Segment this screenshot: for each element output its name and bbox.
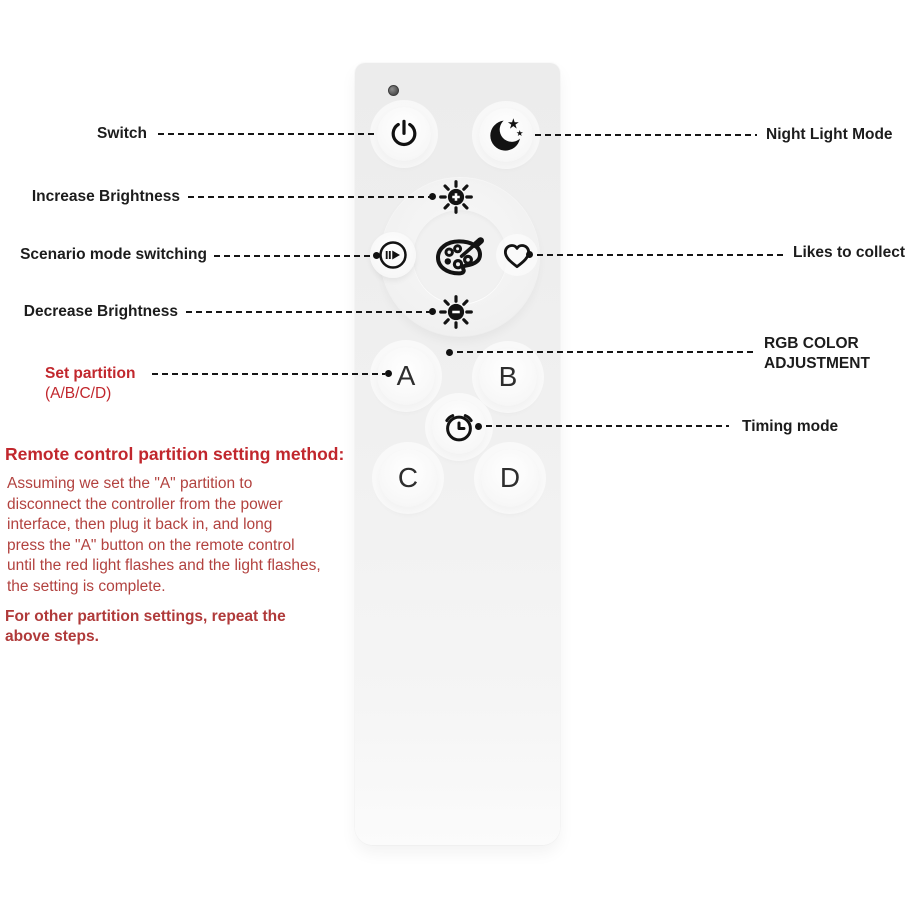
likes-callout-dot xyxy=(526,251,533,258)
method-footer xyxy=(5,607,286,647)
timing-mode-label: Timing mode xyxy=(742,418,839,435)
sun-plus-icon xyxy=(438,179,474,215)
svg-text:★: ★ xyxy=(507,116,520,133)
night-light-button[interactable] xyxy=(479,108,533,162)
led-indicator xyxy=(388,85,399,96)
partition-c-label: C xyxy=(397,462,419,493)
increase-brightness-callout-line xyxy=(188,196,430,198)
rgb-color-label-line2: ADJUSTMENT xyxy=(764,355,870,372)
night-light-callout-line xyxy=(535,134,757,136)
method-paragraph xyxy=(7,474,321,598)
palette-icon xyxy=(434,235,486,279)
method-heading: Remote control partition setting method: xyxy=(5,444,345,464)
scenario-mode-label: Scenario mode switching xyxy=(20,246,207,263)
likes-callout-line xyxy=(537,254,783,256)
power-button[interactable] xyxy=(377,107,431,161)
sun-minus-icon xyxy=(438,294,474,330)
method-footer-line: For other partition settings, repeat the xyxy=(5,608,286,625)
partition-b-button[interactable] xyxy=(479,348,537,406)
rgb-color-button[interactable] xyxy=(433,234,487,280)
alarm-clock-icon xyxy=(441,409,477,445)
timing-callout-dot xyxy=(475,423,482,430)
night-light-label: Night Light Mode xyxy=(766,126,893,143)
partition-c-button[interactable] xyxy=(379,449,437,507)
method-paragraph-line: until the red light flashes and the light flashes, xyxy=(7,557,321,575)
rgb-callout-dot xyxy=(446,349,453,356)
increase-brightness-callout-dot xyxy=(429,193,436,200)
timing-callout-line xyxy=(486,425,729,427)
partition-d-label: D xyxy=(499,462,521,493)
partition-a-label: A xyxy=(396,360,416,391)
remote-body xyxy=(355,63,560,845)
partition-b-label: B xyxy=(498,361,518,392)
brightness-up-button[interactable] xyxy=(438,179,474,215)
fast-forward-circle-icon xyxy=(378,240,408,270)
decrease-brightness-callout-dot xyxy=(429,308,436,315)
likes-to-collect-label: Likes to collect xyxy=(793,244,905,261)
moon-stars-icon xyxy=(486,115,526,155)
method-paragraph-line: interface, then plug it back in, and long xyxy=(7,516,273,534)
svg-text:★: ★ xyxy=(516,127,524,138)
set-partition-callout-line xyxy=(152,373,385,375)
set-partition-callout-dot xyxy=(385,370,392,377)
rgb-callout-line xyxy=(457,351,754,353)
method-paragraph-line: disconnect the controller from the power xyxy=(7,495,283,513)
power-icon xyxy=(388,118,420,150)
scenario-callout-dot xyxy=(373,252,380,259)
method-paragraph-line: the setting is complete. xyxy=(7,577,166,595)
partition-d-button[interactable] xyxy=(481,449,539,507)
switch-callout-line xyxy=(158,133,374,135)
method-paragraph-line: Assuming we set the "A" partition to xyxy=(7,475,253,492)
decrease-brightness-label: Decrease Brightness xyxy=(23,303,178,320)
set-partition-sublabel: (A/B/C/D) xyxy=(45,385,112,402)
scenario-callout-line xyxy=(214,255,374,257)
method-paragraph-line: press the "A" button on the remote control xyxy=(7,536,295,554)
brightness-down-button[interactable] xyxy=(438,294,474,330)
set-partition-label: Set partition xyxy=(45,365,136,382)
switch-label: Switch xyxy=(97,125,147,142)
rgb-color-label-line1: RGB COLOR xyxy=(764,335,859,352)
increase-brightness-label: Increase Brightness xyxy=(31,188,180,205)
method-footer-line: above steps. xyxy=(5,628,99,645)
decrease-brightness-callout-line xyxy=(186,311,430,313)
